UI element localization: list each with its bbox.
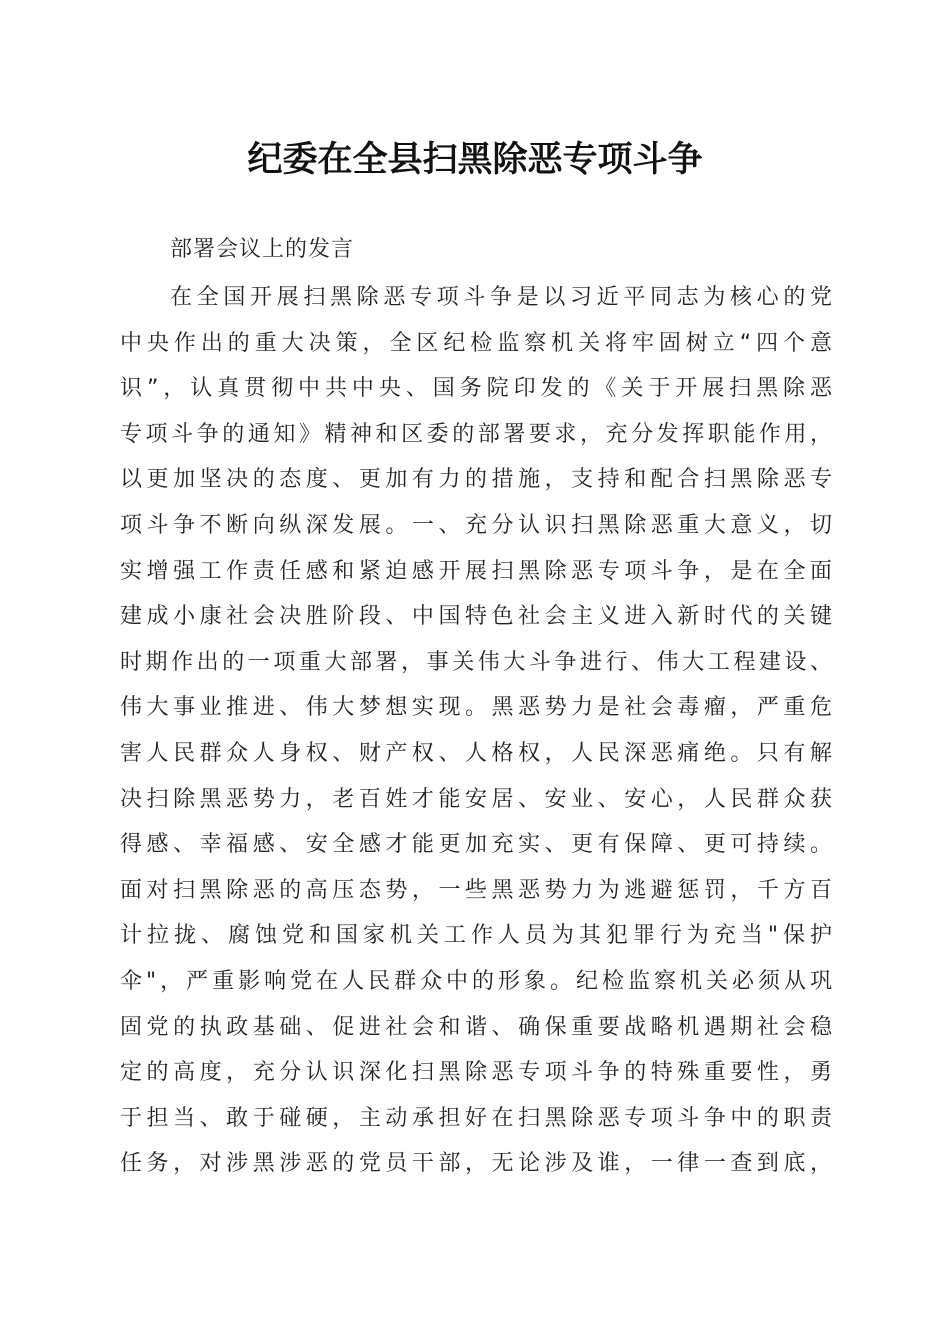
body-line: 于担当、敢于碰硬，主动承担好在扫黑除恶专项斗争中的职责 bbox=[120, 1105, 832, 1131]
body-line: 固党的执政基础、促进社会和谐、确保重要战略机遇期社会稳 bbox=[120, 1014, 832, 1040]
body-line: 害人民群众人身权、财产权、人格权，人民深恶痛绝。只有解 bbox=[120, 740, 832, 766]
document-subtitle: 部署会议上的发言 bbox=[170, 237, 355, 262]
body-line: 识”，认真贯彻中共中央、国务院印发的《关于开展扫黑除恶 bbox=[120, 376, 832, 402]
document-title: 纪委在全县扫黑除恶专项斗争 bbox=[247, 139, 703, 180]
body-line: 任务，对涉黑涉恶的党员干部，无论涉及谁，一律一查到底， bbox=[120, 1151, 832, 1177]
body-line: 决扫除黑恶势力，老百姓才能安居、安业、安心，人民群众获 bbox=[120, 786, 832, 812]
body-line: 面对扫黑除恶的高压态势，一些黑恶势力为逃避惩罚，千方百 bbox=[120, 877, 832, 903]
body-line: 实增强工作责任感和紧迫感开展扫黑除恶专项斗争，是在全面 bbox=[120, 558, 832, 584]
body-line: 在全国开展扫黑除恶专项斗争是以习近平同志为核心的党 bbox=[170, 285, 832, 310]
body-line: 定的高度，充分认识深化扫黑除恶专项斗争的特殊重要性，勇 bbox=[120, 1060, 832, 1086]
body-line: 计拉拢、腐蚀党和国家机关工作人员为其犯罪行为充当"保护 bbox=[120, 923, 832, 949]
body-line: 时期作出的一项重大部署，事关伟大斗争进行、伟大工程建设、 bbox=[120, 649, 832, 675]
body-line: 专项斗争的通知》精神和区委的部署要求，充分发挥职能作用， bbox=[120, 421, 832, 447]
body-line: 建成小康社会决胜阶段、中国特色社会主义进入新时代的关键 bbox=[120, 604, 832, 630]
body-line: 伟大事业推进、伟大梦想实现。黑恶势力是社会毒瘤，严重危 bbox=[120, 695, 832, 721]
body-line: 中央作出的重大决策，全区纪检监察机关将牢固树立“四个意 bbox=[120, 330, 832, 356]
body-line: 项斗争不断向纵深发展。一、充分认识扫黑除恶重大意义，切 bbox=[120, 512, 832, 538]
body-line: 伞"，严重影响党在人民群众中的形象。纪检监察机关必须从巩 bbox=[120, 968, 832, 994]
body-line: 以更加坚决的态度、更加有力的措施，支持和配合扫黑除恶专 bbox=[120, 467, 832, 493]
document-body bbox=[120, 275, 832, 1187]
body-line: 得感、幸福感、安全感才能更加充实、更有保障、更可持续。 bbox=[120, 832, 832, 858]
